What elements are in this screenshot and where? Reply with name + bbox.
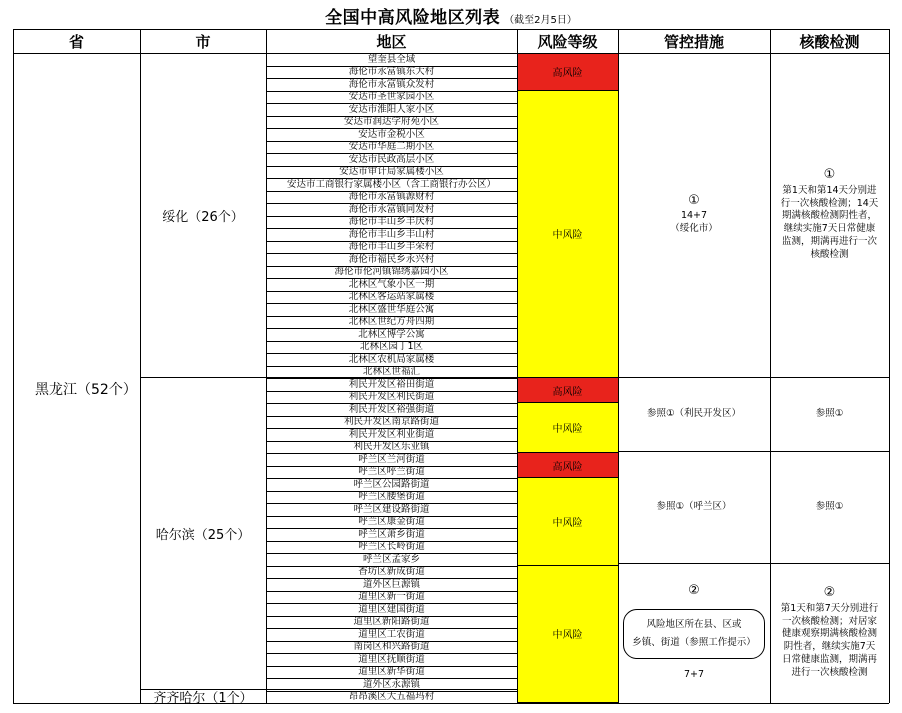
risk-level-mid: 中风险 <box>517 478 618 566</box>
city-divider <box>140 377 889 378</box>
header-area: 地区 <box>376 32 407 51</box>
city-divider <box>140 689 517 690</box>
column-divider <box>517 29 518 703</box>
city-cell-suihua: 绥化（26个） <box>162 209 244 225</box>
control-days: 14+7 <box>680 210 708 222</box>
area-row: 海伦市伦河镇锦绣嘉园小区 <box>334 266 449 277</box>
test-cell-limin <box>770 377 889 451</box>
header-divider <box>13 53 889 54</box>
area-row: 北林区世福汇 <box>362 366 420 377</box>
area-row: 北林区盛世华庭公寓 <box>348 303 435 315</box>
test-description: 第1天和第7天分别进行一次核酸检测；对居家健康观察期满核酸检测阴性者，继续实施7天日常健康监测，期满再进行一次核酸检测 <box>780 602 879 678</box>
risk-level-mid: 中风险 <box>517 91 618 379</box>
area-row: 道外区巨源镇 <box>362 578 420 590</box>
area-row: 海伦市永富镇源财村 <box>348 191 435 202</box>
area-row: 道里区新阳路街道 <box>353 616 430 627</box>
header-risk: 风险等级 <box>537 32 598 51</box>
column-divider <box>770 29 771 703</box>
area-row: 道里区新一街道 <box>358 591 425 602</box>
control-cell-other <box>618 563 770 703</box>
control-cell-suihua <box>618 53 770 377</box>
area-row: 海伦市永富镇同发村 <box>348 203 435 215</box>
area-row: 利民开发区利民街道 <box>348 391 435 402</box>
header-control: 管控措施 <box>663 32 724 51</box>
risk-level-high: 高风险 <box>517 453 618 478</box>
test-description: 第1天和第14天分别进行一次核酸检测；14天期满核酸检测阴性者，继续实施7天日常健康监测，期满再进行一次核酸检测 <box>780 184 879 260</box>
area-row: 安达市审计局家属楼小区 <box>339 166 444 177</box>
circled-number-2: ② <box>688 583 700 599</box>
table-border-bottom <box>13 703 889 704</box>
circled-number-2: ② <box>823 585 836 601</box>
area-row: 呼兰区呼兰街道 <box>358 466 425 477</box>
control-scope: （绥化市） <box>670 223 718 235</box>
table-border-top <box>13 29 889 30</box>
risk-level-high: 高风险 <box>517 53 618 91</box>
area-row: 海伦市丰山乡丰庆村 <box>348 216 435 227</box>
column-divider <box>13 29 14 703</box>
area-row: 安达市淮阳人家小区 <box>348 103 435 115</box>
area-row: 安达市民政高层小区 <box>348 153 435 165</box>
column-divider <box>266 29 267 703</box>
control-scope-box <box>623 609 765 659</box>
area-row: 北林区博学公寓 <box>358 328 425 340</box>
test-cell-suihua <box>770 53 889 377</box>
area-row: 利民开发区乐业镇 <box>353 441 430 452</box>
test-cell-other <box>770 563 889 703</box>
control-cell-hulan <box>618 451 770 563</box>
area-row: 道里区抚顺街道 <box>358 653 425 665</box>
control-cell-limin <box>618 377 770 451</box>
control-reference: 参照①（呼兰区） <box>656 500 732 512</box>
area-row: 道里区新华街道 <box>358 666 425 677</box>
test-reference: 参照① <box>815 407 844 419</box>
control-scope-line: 乡镇、街道（参照工作提示） <box>632 636 756 648</box>
risk-level-high: 高风险 <box>517 378 618 403</box>
control-days: 7+7 <box>683 668 705 680</box>
area-row: 海伦市丰山乡丰荣村 <box>348 241 435 252</box>
area-row: 北林区园丁1区 <box>359 341 424 352</box>
risk-level-mid: 中风险 <box>517 566 618 704</box>
test-cell-hulan <box>770 451 889 563</box>
header-province: 省 <box>68 32 84 51</box>
province-cell: 黑龙江（52个） <box>35 382 137 398</box>
area-row: 北林区农机局家属楼 <box>348 353 435 365</box>
area-row: 安达市润达学府苑小区 <box>343 116 439 127</box>
column-divider <box>618 29 619 703</box>
area-row: 呼兰区公园路街道 <box>353 478 430 490</box>
city-cell-qiqihar: 齐齐哈尔（1个） <box>153 690 253 703</box>
area-row: 呼兰区长岭街道 <box>358 541 425 552</box>
area-row: 安达市华庭二期小区 <box>348 141 435 152</box>
area-row: 安达市工商银行家属楼小区（含工商银行办公区） <box>286 178 496 190</box>
area-row: 道里区工农街道 <box>358 628 425 640</box>
group-divider <box>618 563 889 564</box>
area-row: 呼兰区康金街道 <box>358 516 425 527</box>
header-test: 核酸检测 <box>799 32 860 51</box>
area-row: 海伦市永富镇众发村 <box>348 78 435 90</box>
area-row: 安达市金税小区 <box>358 128 425 140</box>
control-scope-line: 风险地区所在县、区或 <box>646 618 742 630</box>
area-row: 道外区永源镇 <box>362 678 420 690</box>
area-row: 呼兰区孟家乡 <box>362 553 420 565</box>
circled-number-1: ① <box>823 167 836 183</box>
area-row: 呼兰区腰堡街道 <box>358 491 425 502</box>
column-divider <box>889 29 890 703</box>
area-row: 利民开发区裕强街道 <box>348 403 435 415</box>
group-divider <box>618 451 889 452</box>
control-reference: 参照①（利民开发区） <box>646 407 742 419</box>
page-title: 全国中高风险地区列表 <box>325 8 501 28</box>
area-row: 道里区建国街道 <box>358 603 425 615</box>
area-row: 利民开发区利业街道 <box>348 428 435 440</box>
area-row: 海伦市福民乡永兴村 <box>348 253 435 265</box>
area-row: 北林区客运站家属楼 <box>348 291 435 302</box>
area-row: 北林区气象小区一期 <box>348 278 435 290</box>
header-city: 市 <box>195 32 211 51</box>
area-row: 利民开发区裕田街道 <box>348 378 435 390</box>
area-row: 昂昂溪区大五福玛村 <box>348 691 435 702</box>
area-row: 呼兰区建设路街道 <box>353 503 430 515</box>
area-row: 海伦市永富镇东大村 <box>348 66 435 77</box>
page-subtitle: （截至2月5日） <box>504 15 577 26</box>
area-row: 望奎县全域 <box>367 53 416 65</box>
area-row: 海伦市丰山乡丰山村 <box>348 228 435 240</box>
risk-level-mid: 中风险 <box>517 403 618 453</box>
area-row: 呼兰区萧乡街道 <box>358 528 425 540</box>
area-row: 香坊区新成街道 <box>358 566 425 577</box>
column-divider <box>140 29 141 703</box>
area-row: 南岗区和兴路街道 <box>353 641 430 652</box>
circled-number-1: ① <box>688 193 700 209</box>
test-reference: 参照① <box>815 500 844 512</box>
area-row: 安达市圣世家园小区 <box>348 91 435 102</box>
city-cell-harbin: 哈尔滨（25个） <box>155 527 251 543</box>
area-row: 北林区世纪方舟四期 <box>348 316 435 327</box>
area-row: 利民开发区南京路街道 <box>343 416 439 427</box>
area-row: 呼兰区兰河街道 <box>358 453 425 465</box>
